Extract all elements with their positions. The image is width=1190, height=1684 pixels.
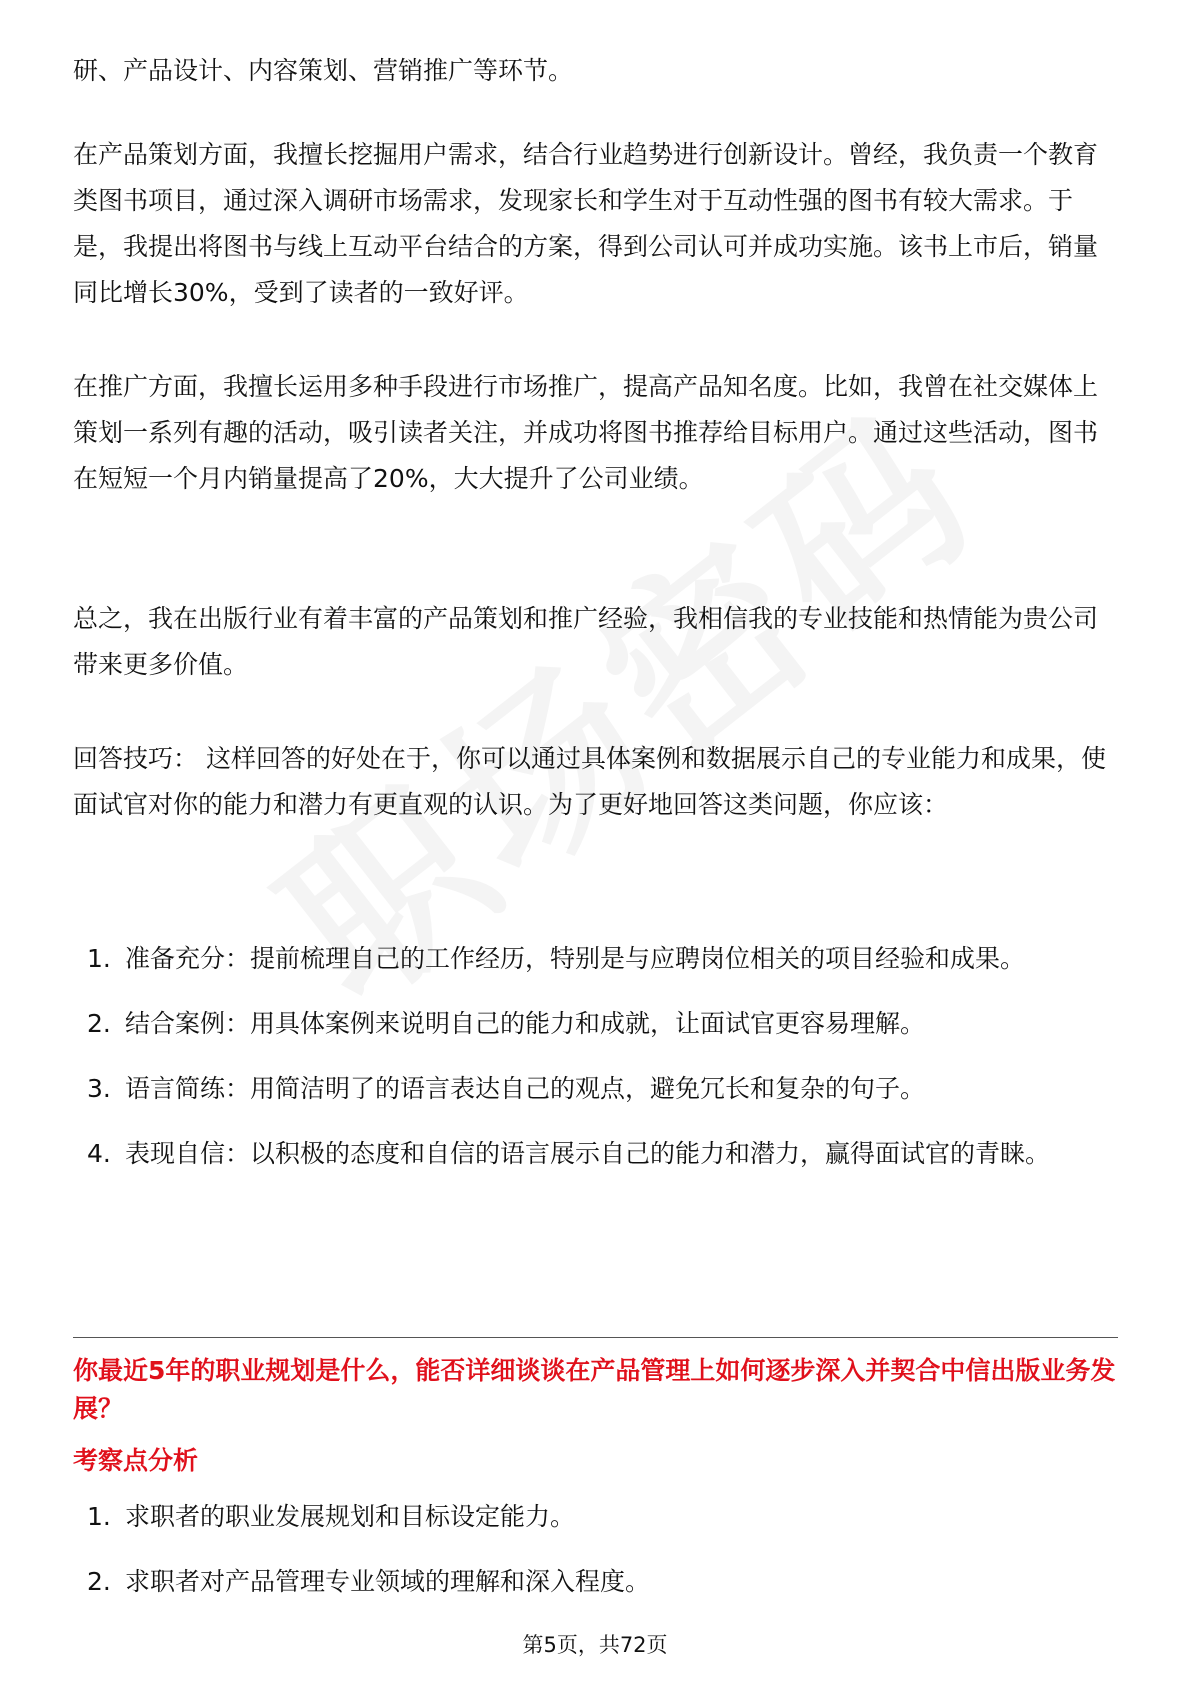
- paragraph: 在推广方面，我擅长运用多种手段进行市场推广，提高产品知名度。比如，我曾在社交媒体上策划一系列有趣的活动，吸引读者关注，并成功将图书推荐给目标用户。通过这些活动，图书在短短一个月内销量提高了20%，大大提升了公司业绩。: [73, 372, 1099, 493]
- list-item: [73, 1131, 1118, 1177]
- list-item-text: 求职者的职业发展规划和目标设定能力。: [125, 1502, 576, 1531]
- list-number: 1.: [87, 944, 111, 973]
- paragraph: 总之，我在出版行业有着丰富的产品策划和推广经验，我相信我的专业技能和热情能为贵公司带来更多价值。: [73, 604, 1099, 679]
- list-item-text: 语言简练：用简洁明了的语言表达自己的观点，避免冗长和复杂的句子。: [125, 1074, 926, 1103]
- paragraph: 研、产品设计、内容策划、营销推广等环节。: [73, 56, 574, 85]
- analysis-list: [73, 1494, 1118, 1624]
- list-item: [73, 1559, 1118, 1605]
- list-item-text: 准备充分：提前梳理自己的工作经历，特别是与应聘岗位相关的项目经验和成果。: [125, 944, 1026, 973]
- list-item: [73, 1066, 1118, 1112]
- list-number: 4.: [87, 1139, 111, 1168]
- tips-list: [73, 936, 1118, 1196]
- list-item-text: 结合案例：用具体案例来说明自己的能力和成就，让面试官更容易理解。: [125, 1009, 926, 1038]
- answer-tips-paragraph: 回答技巧： 这样回答的好处在于，你可以通过具体案例和数据展示自己的专业能力和成果，使面试官对你的能力和潜力有更直观的认识。为了更好地回答这类问题，你应该：: [73, 744, 1106, 819]
- analysis-heading: 考察点分析: [73, 1446, 199, 1475]
- section-divider: [73, 1337, 1118, 1338]
- list-item: [73, 1001, 1118, 1047]
- list-item-text: 求职者对产品管理专业领域的理解和深入程度。: [125, 1567, 651, 1596]
- list-item-text: 表现自信：以积极的态度和自信的语言展示自己的能力和潜力，赢得面试官的青睐。: [125, 1139, 1051, 1168]
- paragraph: 在产品策划方面，我擅长挖掘用户需求，结合行业趋势进行创新设计。曾经，我负责一个教育类图书项目，通过深入调研市场需求，发现家长和学生对于互动性强的图书有较大需求。于是，我提出将图书与线上互动平台结合的方案，得到公司认可并成功实施。该书上市后，销量同比增长30%，受到了读者的一致好评。: [73, 140, 1099, 307]
- list-number: 1.: [87, 1502, 111, 1531]
- list-item: [73, 936, 1118, 982]
- list-number: 2.: [87, 1567, 111, 1596]
- page-footer: 第5页，共72页: [522, 1633, 668, 1657]
- list-number: 2.: [87, 1009, 111, 1038]
- list-item: [73, 1494, 1118, 1540]
- list-number: 3.: [87, 1074, 111, 1103]
- question-heading: 你最近5年的职业规划是什么，能否详细谈谈在产品管理上如何逐步深入并契合中信出版业务发展？: [73, 1356, 1116, 1423]
